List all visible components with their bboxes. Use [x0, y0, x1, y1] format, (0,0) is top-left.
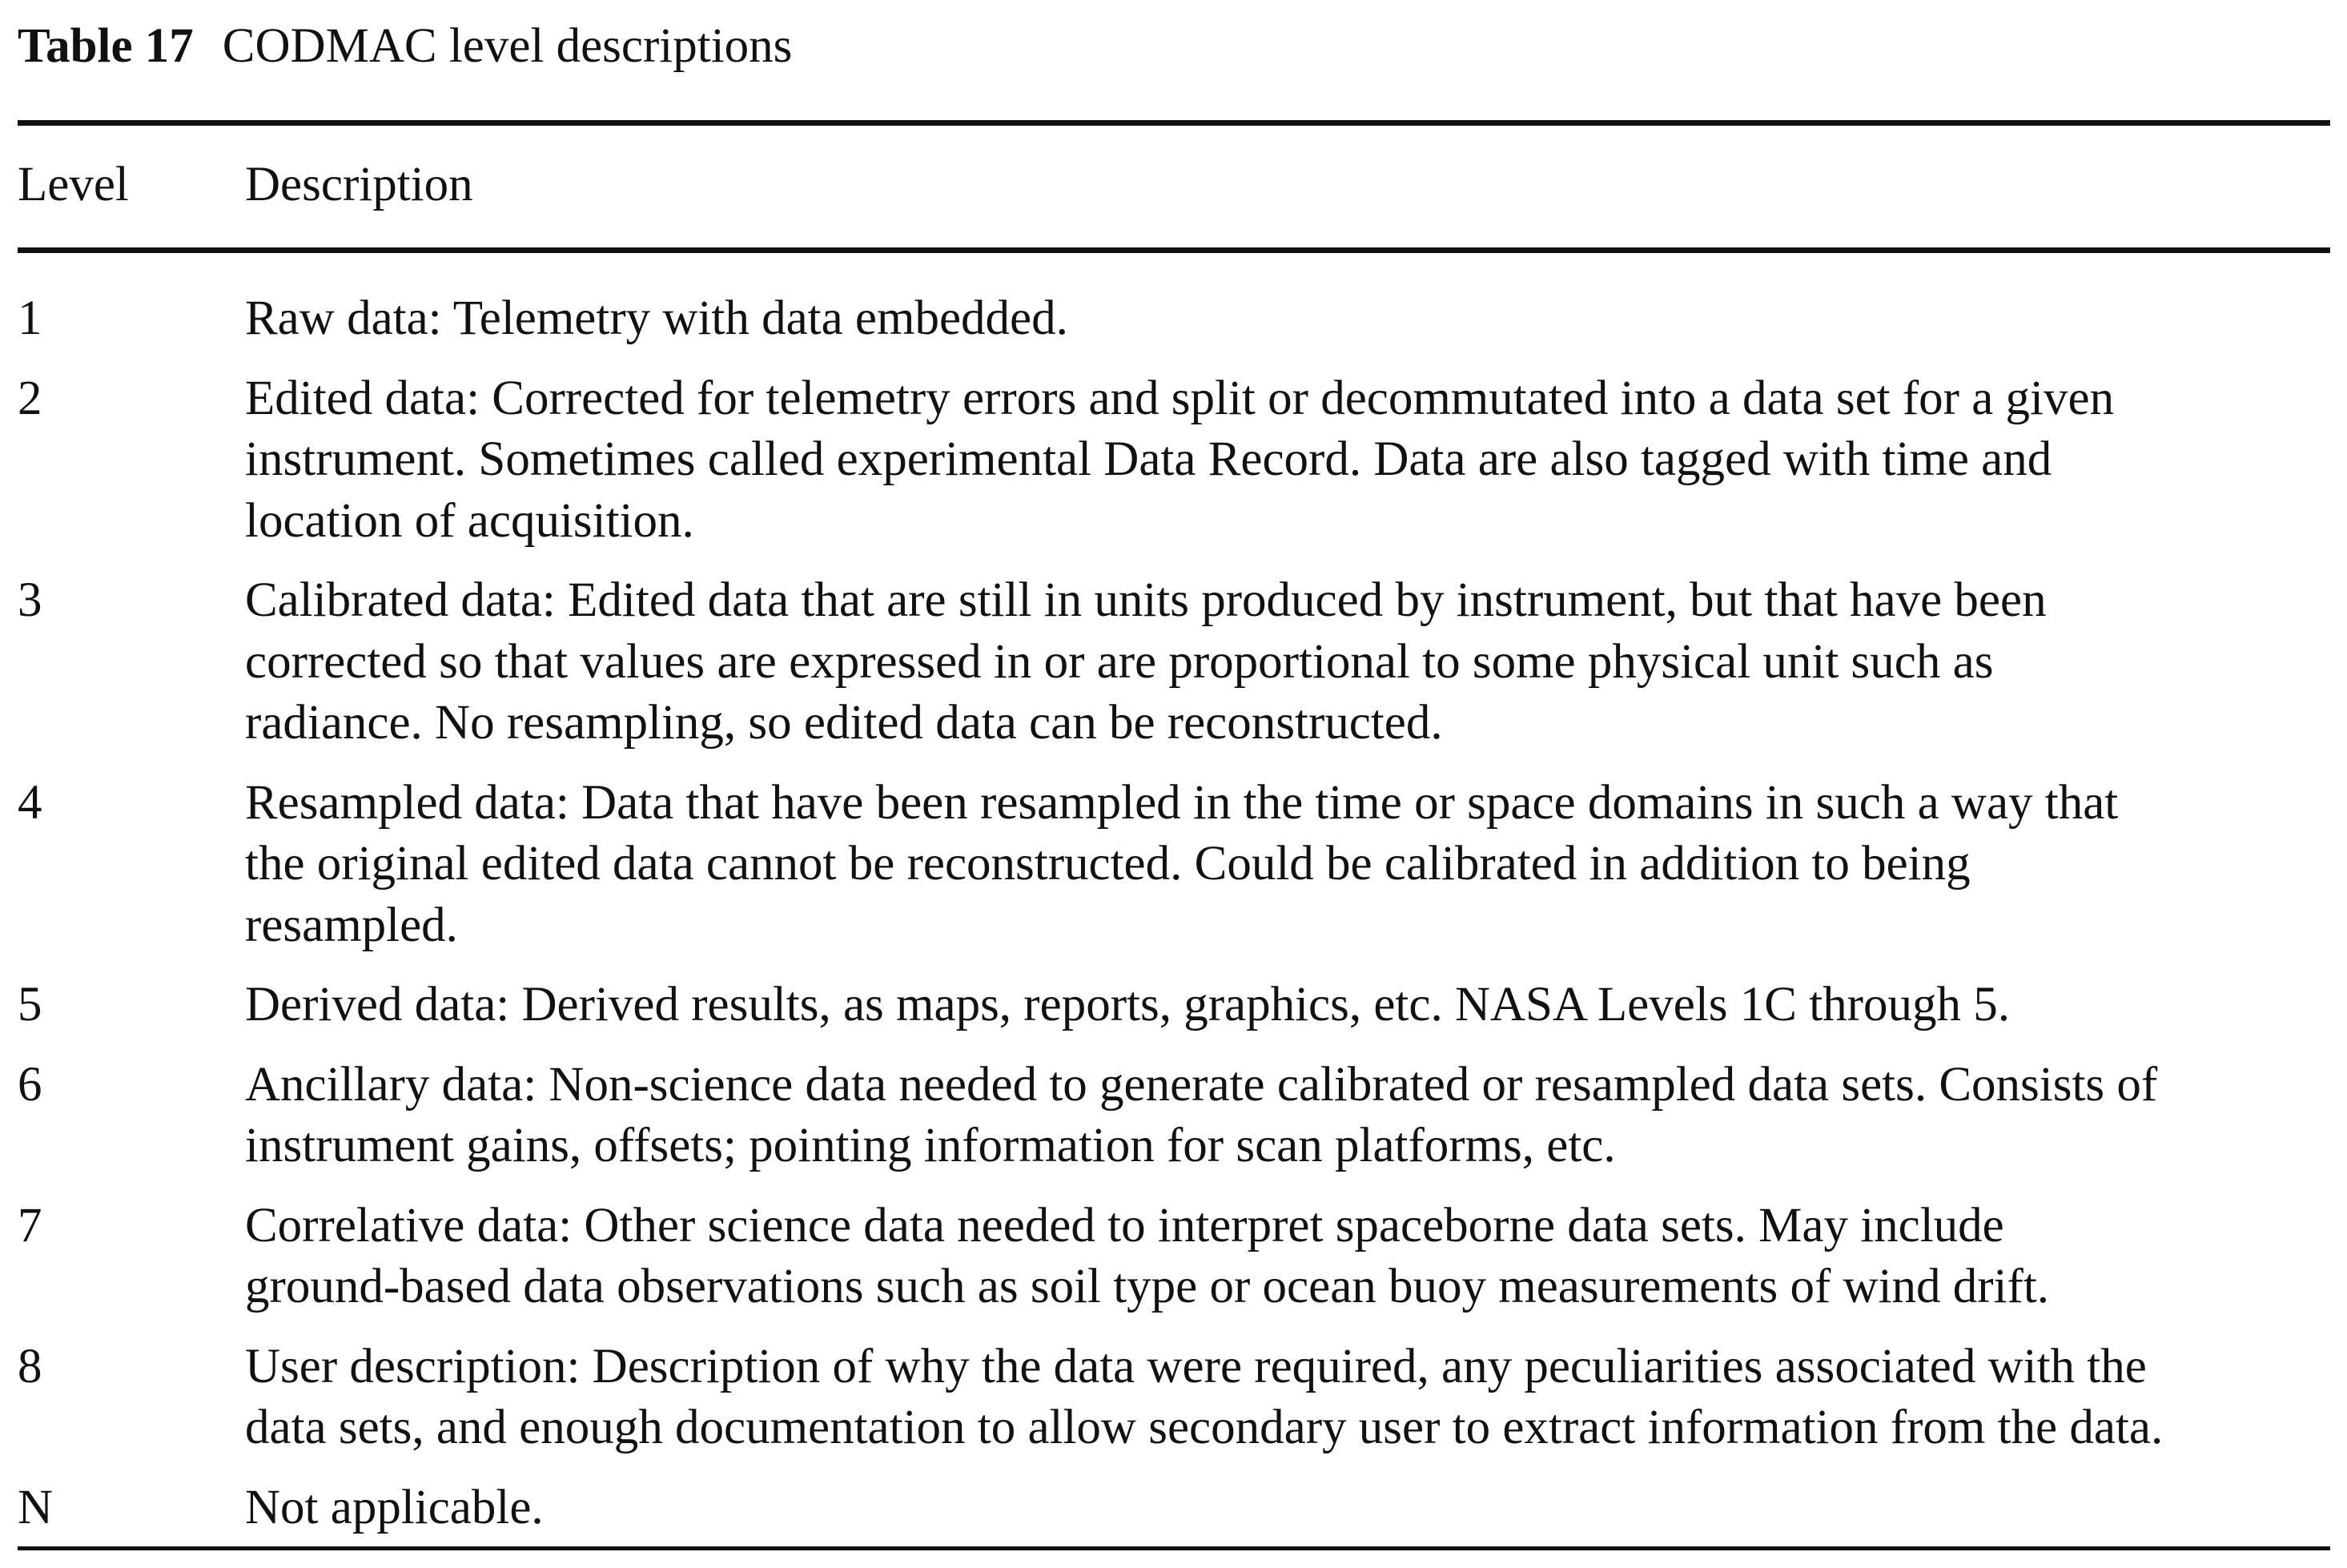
level-column-header: Level [18, 158, 129, 211]
table-body [18, 253, 2330, 1538]
description-cell [245, 773, 2330, 957]
level-cell: 5 [18, 978, 42, 1031]
table-row [18, 368, 2330, 553]
table-row [18, 975, 2330, 1036]
description-line: Not applicable. [245, 1480, 544, 1534]
table-top-rule [18, 120, 2330, 126]
description-column-header: Description [245, 158, 473, 211]
description-cell [245, 570, 2330, 754]
level-cell: 1 [18, 291, 42, 345]
description-line: instrument. Sometimes called experimental Data Record. Data are also tagged with time and [245, 432, 2052, 486]
level-cell: 8 [18, 1339, 42, 1393]
description-line: Ancillary data: Non-science data needed to generate calibrated or resampled data sets. Consists of [245, 1057, 2158, 1112]
level-cell: 2 [18, 371, 42, 425]
description-line: Raw data: Telemetry with data embedded. [245, 291, 1068, 345]
table-row [18, 773, 2330, 957]
description-line: the original edited data cannot be reconstructed. Could be calibrated in addition to being [245, 837, 1971, 891]
table-bottom-rule [18, 1546, 2330, 1550]
table-header [18, 126, 2330, 247]
description-line: data sets, and enough documentation to allow secondary user to extract information from the data. [245, 1401, 2164, 1454]
description-line: location of acquisition. [245, 493, 694, 548]
table-row [18, 570, 2330, 754]
description-cell [245, 1196, 2330, 1318]
table-caption-title: CODMAC level descriptions [222, 19, 793, 73]
description-line: ground-based data observations such as soil type or ocean buoy measurements of wind drift. [245, 1260, 2050, 1313]
level-cell: 3 [18, 573, 42, 627]
description-cell [245, 368, 2330, 553]
table-header-rule [18, 247, 2330, 253]
table-row [18, 288, 2330, 350]
table-caption-label: Table 17 [18, 19, 194, 73]
level-cell: N [18, 1480, 54, 1534]
table-caption [18, 18, 2330, 75]
table-row [18, 1055, 2330, 1177]
description-line: radiance. No resampling, so edited data can be reconstructed. [245, 696, 1443, 750]
description-line: corrected so that values are expressed in or are proportional to some physical unit such as [245, 634, 1994, 689]
description-line: Resampled data: Data that have been resampled in the time or space domains in such a way that [245, 775, 2119, 830]
description-cell [245, 975, 2330, 1036]
description-line: Calibrated data: Edited data that are still in units produced by instrument, but that have been [245, 573, 2047, 627]
description-cell [245, 288, 2330, 350]
description-cell [245, 1478, 2330, 1539]
level-cell: 7 [18, 1198, 42, 1252]
description-line: Derived data: Derived results, as maps, reports, graphics, etc. NASA Levels 1C through 5. [245, 978, 2010, 1031]
table-row [18, 1478, 2330, 1539]
table-row [18, 1337, 2330, 1459]
description-cell [245, 1055, 2330, 1177]
description-line: User description: Description of why the data were required, any peculiarities associated with the [245, 1339, 2147, 1393]
description-cell [245, 1337, 2330, 1459]
table-row [18, 1196, 2330, 1318]
description-line: Edited data: Corrected for telemetry errors and split or decommutated into a data set for a given [245, 371, 2115, 425]
description-line: instrument gains, offsets; pointing information for scan platforms, etc. [245, 1119, 1616, 1172]
level-cell: 4 [18, 775, 42, 830]
level-cell: 6 [18, 1057, 42, 1112]
description-line: Correlative data: Other science data needed to interpret spaceborne data sets. May include [245, 1198, 2004, 1252]
document-page [18, 18, 2330, 1550]
description-line: resampled. [245, 898, 458, 952]
